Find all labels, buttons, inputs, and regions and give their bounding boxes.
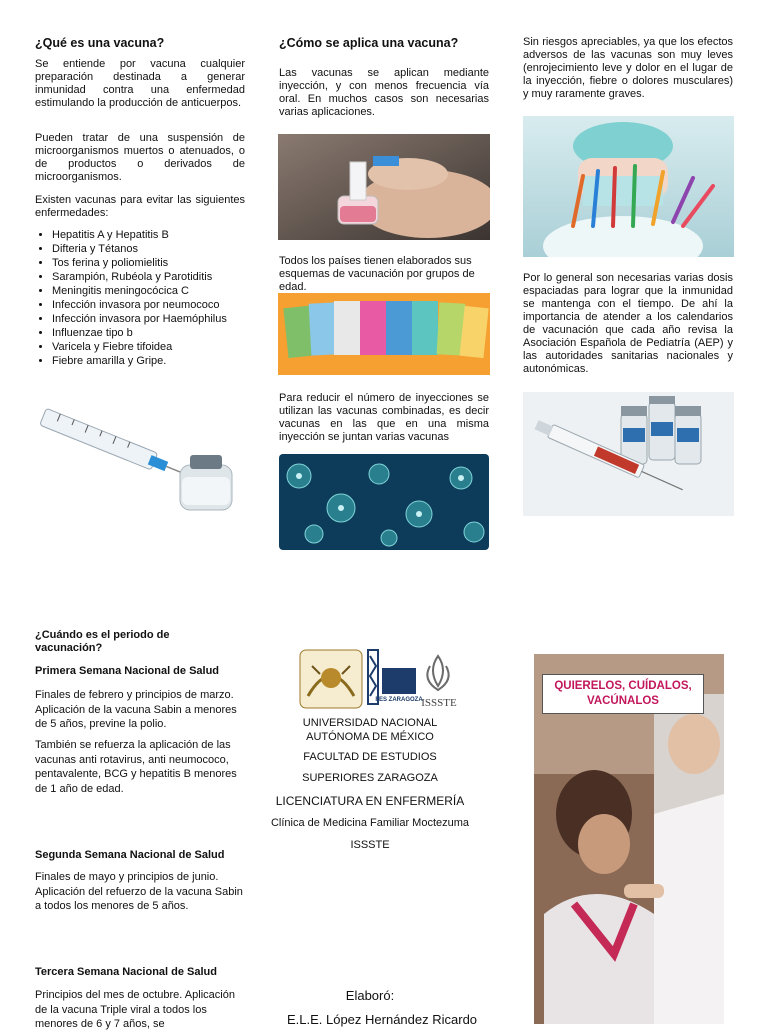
unam-logo — [300, 650, 362, 708]
slogan-text: QUIERELOS, CUÍDALOS, VACÚNALOS — [554, 680, 692, 707]
list-item: • Varicela y Fiebre tifoidea — [52, 340, 282, 354]
paragraph-schemes: Todos los países tienen elaborados sus esquemas de vacunación por grupos de edad. — [279, 255, 475, 293]
list-item: • Sarampión, Rubéola y Parotiditis — [52, 270, 282, 284]
faculty-line-1: FACULTAD DE ESTUDIOS — [303, 751, 437, 763]
degree-name: LICENCIATURA EN ENFERMERÍA — [275, 794, 465, 808]
university-name: UNIVERSIDAD NACIONAL AUTÓNOMA DE MÉXICO — [302, 717, 438, 743]
vials-syringe-image — [523, 392, 734, 516]
paragraph-diseases-intro: Existen vacunas para evitar las siguientes enfermedades: — [35, 194, 245, 219]
faculty-line-2: SUPERIORES ZARAGOZA — [302, 772, 438, 784]
issste-name: ISSSTE — [350, 839, 390, 851]
list-item: • Meningitis meningocócica C — [52, 284, 282, 298]
heading-week-3: Tercera Semana Nacional de Salud — [35, 966, 217, 978]
paragraph-definition: Se entiende por vacuna cualquier preparación destinada a generar inmunidad contra una enfermedad estimulando la producción de anticuerpos. — [35, 58, 245, 109]
syringe-vial-image — [30, 405, 245, 525]
heading-what-is-vaccine: ¿Qué es una vacuna? — [35, 36, 165, 50]
list-item: • Infección invasora por neumococo — [52, 298, 282, 312]
list-item: • Difteria y Tétanos — [52, 242, 282, 256]
virus-image — [279, 454, 489, 550]
syringes-doctor-image — [523, 116, 734, 257]
paragraph-doses: Por lo general son necesarias varias dosis espaciadas para lograr que la inmunidad se mantenga con el tiempo. De ahí la importancia de atender a los calendarios de vacunación que cada año revisa la Asociación Española de Pediatría (AEP) y las autoridades sanitarias nacionales y autonómicas. — [523, 272, 733, 375]
slogan-banner — [542, 674, 704, 714]
vaccination-cards-image — [278, 293, 490, 375]
author-name: E.L.E. López Hernández Ricardo — [286, 1012, 478, 1027]
heading-when-period: ¿Cuándo es el periodo de vacunación? — [35, 629, 170, 654]
clinic-name: Clínica de Medicina Familiar Moctezuma — [270, 817, 470, 829]
paragraph-application: Las vacunas se aplican mediante inyección, y con menos frecuencia vía oral. En muchos casos son necesarias varias aplicaciones. — [279, 67, 489, 118]
made-by-label: Elaboró: — [345, 988, 395, 1003]
paragraph-combined: Para reducir el número de inyecciones se utilizan las vacunas combinadas, es decir vacunas en las que en una misma inyección se juntan varias vacunas — [279, 392, 489, 443]
syringe-hand-image — [278, 134, 490, 240]
paragraph-suspension: Pueden tratar de una suspensión de microorganismos muertos o atenuados, o de productos o derivados de microorganismos. — [35, 132, 245, 183]
list-item: • Fiebre amarilla y Gripe. — [52, 354, 282, 368]
nurse-child-image — [534, 654, 724, 1024]
disease-list — [18, 228, 282, 368]
heading-week-2: Segunda Semana Nacional de Salud — [35, 849, 225, 861]
paragraph-week-2: Finales de mayo y principios de junio. Aplicación del refuerzo de la vacuna Sabin a todos los menores de 5 años. — [35, 871, 243, 912]
issste-logo — [421, 656, 457, 709]
paragraph-week-3: Principios del mes de octubre. Aplicación de la vacuna Triple viral a todos los menores de 6 y 7 años, se — [35, 989, 235, 1030]
list-item: • Tos ferina y poliomielitis — [52, 256, 282, 270]
list-item: • Infección invasora por Haemóphilus — [52, 312, 282, 326]
heading-how-applied: ¿Cómo se aplica una vacuna? — [279, 36, 459, 50]
paragraph-risks: Sin riesgos apreciables, ya que los efectos adversos de las vacunas son muy leves (enrojecimiento leve y dolor en el lugar de la inyección, fiebre o dolores musculares) y muy raramente graves. — [523, 36, 733, 100]
fes-logo — [368, 650, 423, 704]
list-item: • Hepatitis A y Hepatitis B — [52, 228, 282, 242]
svg-text:FES ZARAGOZA: FES ZARAGOZA — [375, 697, 423, 703]
logos — [298, 646, 470, 712]
list-item: • Influenzae tipo b — [52, 326, 282, 340]
svg-text:ISSSTE: ISSSTE — [421, 697, 457, 709]
heading-week-1: Primera Semana Nacional de Salud — [35, 665, 220, 677]
paragraph-week-1-b: También se refuerza la aplicación de las vacunas anti rotavirus, anti neumococo, pentavalente, BCG y hepatitis B menores de 1 año de edad. — [35, 739, 237, 795]
paragraph-week-1-a: Finales de febrero y principios de marzo. Aplicación de la vacuna Sabin a menores de 5 años, previne la polio. — [35, 689, 237, 730]
